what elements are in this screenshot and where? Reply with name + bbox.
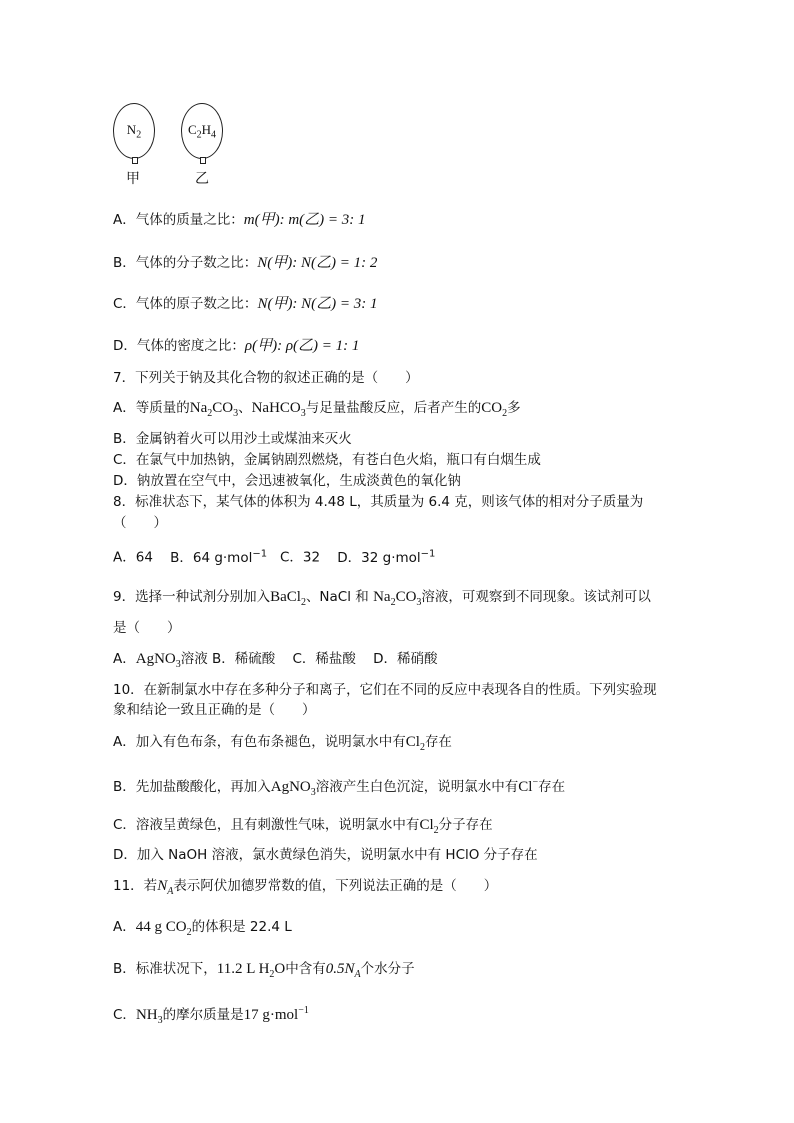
q8-options: A．64 B．64 g·mol$^{-1}$ C．32 D．32 g·mol$^{-1}$ — [113, 548, 436, 566]
q6-option-b: B．气体的分子数之比：N(甲): N(乙) = 1: 2 — [113, 255, 378, 271]
balloon-knot — [200, 157, 206, 164]
q10-stem-cont: 象和结论一致且正确的是（ ） — [113, 702, 316, 718]
q6-option-a: A．气体的质量之比：m(甲): m(乙) = 3: 1 — [113, 212, 366, 228]
label-jia: 甲 — [126, 171, 140, 187]
q10-option-d: D．加入 NaOH 溶液，氯水黄绿色消失，说明氯水中有 HClO 分子存在 — [113, 847, 538, 863]
label-yi: 乙 — [195, 171, 209, 187]
q6-option-c: C．气体的原子数之比：N(甲): N(乙) = 3: 1 — [113, 296, 378, 312]
q9-stem-cont: 是（ ） — [113, 620, 181, 636]
balloon-n2 — [113, 103, 155, 159]
q8-stem-cont: （ ） — [113, 515, 167, 531]
q7-option-d: D．钠放置在空气中，会迅速被氧化，生成淡黄色的氧化钠 — [113, 473, 461, 489]
q6-option-d: D．气体的密度之比：ρ(甲): ρ(乙) = 1: 1 — [113, 338, 360, 354]
q9-options: A．AgNO$_3$溶液 B．稀硫酸 C．稀盐酸 D．稀硝酸 — [113, 651, 438, 670]
n2-formula: $N_2$ — [126, 121, 142, 141]
q9-stem: 9．选择一种试剂分别加入BaCl$_2$、NaCl 和 $Na_2CO_3$溶液，可观察到不同现象。该试剂可以 — [113, 589, 651, 608]
q7-option-a: A．等质量的$Na_2CO_3$、NaHCO$_3$与足量盐酸反应，后者产生的$CO_2$多 — [113, 400, 521, 419]
q11-option-c: C．$NH_3$的摩尔质量是17 g·mol$^{-1}$ — [113, 1005, 309, 1026]
q8-option-d: D．32 g·mol$^{-1}$ — [337, 548, 436, 566]
q7-stem: 7．下列关于钠及其化合物的叙述正确的是（ ） — [113, 370, 419, 386]
q11-stem: 11．若$N_A$表示阿伏加德罗常数的值，下列说法正确的是（ ） — [113, 878, 498, 897]
q10-option-b: B．先加盐酸酸化，再加入AgNO$_3$溶液产生白色沉淀，说明氯水中有Cl−存在 — [113, 777, 566, 798]
q11-option-a: A．44 g $CO_2$的体积是 22.4 L — [113, 919, 292, 938]
balloon-c2h4 — [181, 103, 223, 159]
balloon-knot — [132, 157, 138, 164]
q8-stem: 8．标准状态下，某气体的体积为 4.48 L，其质量为 6.4 克，则该气体的相对分子质量为 — [113, 494, 644, 510]
q7-option-b: B．金属钠着火可以用沙土或煤油来灭火 — [113, 431, 352, 447]
q7-option-c: C．在氯气中加热钠，金属钠剧烈燃烧，有苍白色火焰，瓶口有白烟生成 — [113, 452, 541, 468]
q10-option-c: C．溶液呈黄绿色，且有刺激性气味，说明氯水中有$Cl_2$分子存在 — [113, 817, 493, 836]
c2h4-formula: $C_2H_4$ — [187, 121, 217, 141]
q10-option-a: A．加入有色布条，有色布条褪色，说明氯水中有$Cl_2$存在 — [113, 734, 452, 753]
q8-option-b: B．64 g·mol$^{-1}$ — [170, 548, 268, 566]
q11-option-b: B．标准状况下，11.2 L $H_2O$中含有$0.5N_A$个水分子 — [113, 961, 415, 980]
q10-stem: 10．在新制氯水中存在多种分子和离子，它们在不同的反应中表现各自的性质。下列实验现 — [113, 682, 657, 698]
